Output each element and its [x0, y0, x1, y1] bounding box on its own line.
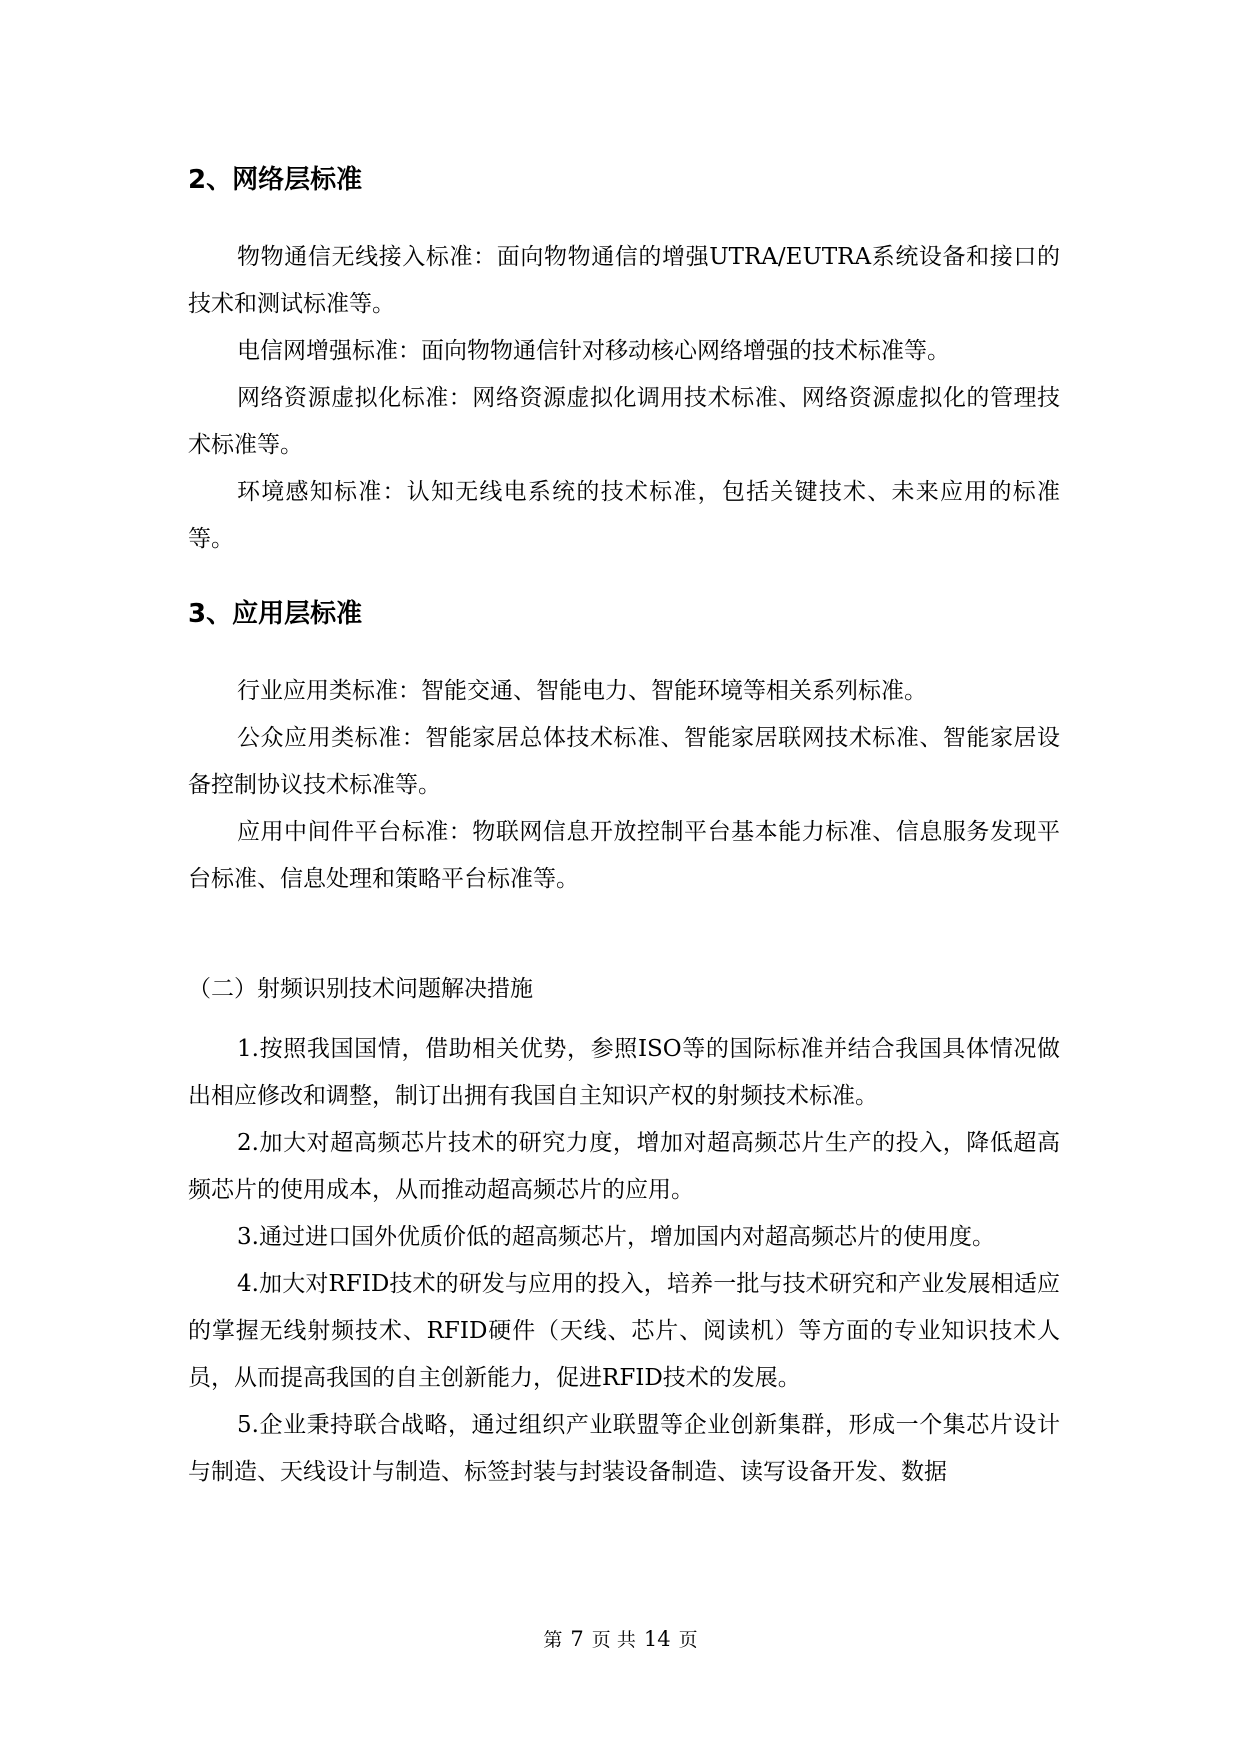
footer-prefix: 第 [543, 1629, 563, 1651]
paragraph: 公众应用类标准：智能家居总体技术标准、智能家居联网技术标准、智能家居设备控制协议技术标准等。 [188, 725, 1060, 798]
footer-middle: 页 共 [591, 1629, 636, 1651]
footer-suffix: 页 [678, 1629, 698, 1651]
paragraph: 5.企业秉持联合战略，通过组织产业联盟等企业创新集群，形成一个集芯片设计与制造、天线设计与制造、标签封装与封装设备制造、读写设备开发、数据 [188, 1412, 1060, 1485]
paragraph: 行业应用类标准：智能交通、智能电力、智能环境等相关系列标准。 [237, 678, 927, 704]
subsection-heading: （二）射频识别技术问题解决措施 [188, 976, 533, 1002]
paragraph: 网络资源虚拟化标准：网络资源虚拟化调用技术标准、网络资源虚拟化的管理技术标准等。 [188, 385, 1060, 458]
paragraph: 电信网增强标准：面向物物通信针对移动核心网络增强的技术标准等。 [237, 338, 950, 364]
paragraph: 物物通信无线接入标准：面向物物通信的增强UTRA/EUTRA系统设备和接口的技术和测试标准等。 [188, 244, 1060, 317]
footer-page-number: 7 [570, 1627, 584, 1651]
paragraph: 1.按照我国国情，借助相关优势，参照ISO等的国际标准并结合我国具体情况做出相应修改和调整，制订出拥有我国自主知识产权的射频技术标准。 [188, 1036, 1060, 1109]
page-content [188, 160, 1060, 1496]
section-heading-network-layer: 2、网络层标准 [188, 165, 363, 195]
section-heading-application-layer: 3、应用层标准 [188, 599, 363, 629]
paragraph: 3.通过进口国外优质价低的超高频芯片，增加国内对超高频芯片的使用度。 [237, 1224, 995, 1250]
footer-total-pages: 14 [643, 1627, 671, 1651]
paragraph: 环境感知标准：认知无线电系统的技术标准，包括关键技术、未来应用的标准等。 [188, 479, 1060, 552]
paragraph: 2.加大对超高频芯片技术的研究力度，增加对超高频芯片生产的投入，降低超高频芯片的使用成本，从而推动超高频芯片的应用。 [188, 1130, 1060, 1203]
page-footer [0, 1625, 1241, 1652]
paragraph: 4.加大对RFID技术的研发与应用的投入，培养一批与技术研究和产业发展相适应的掌握无线射频技术、RFID硬件（天线、芯片、阅读机）等方面的专业知识技术人员，从而提高我国的自主创新能力，促进RFID技术的发展。 [188, 1271, 1060, 1391]
paragraph: 应用中间件平台标准：物联网信息开放控制平台基本能力标准、信息服务发现平台标准、信息处理和策略平台标准等。 [188, 819, 1060, 892]
